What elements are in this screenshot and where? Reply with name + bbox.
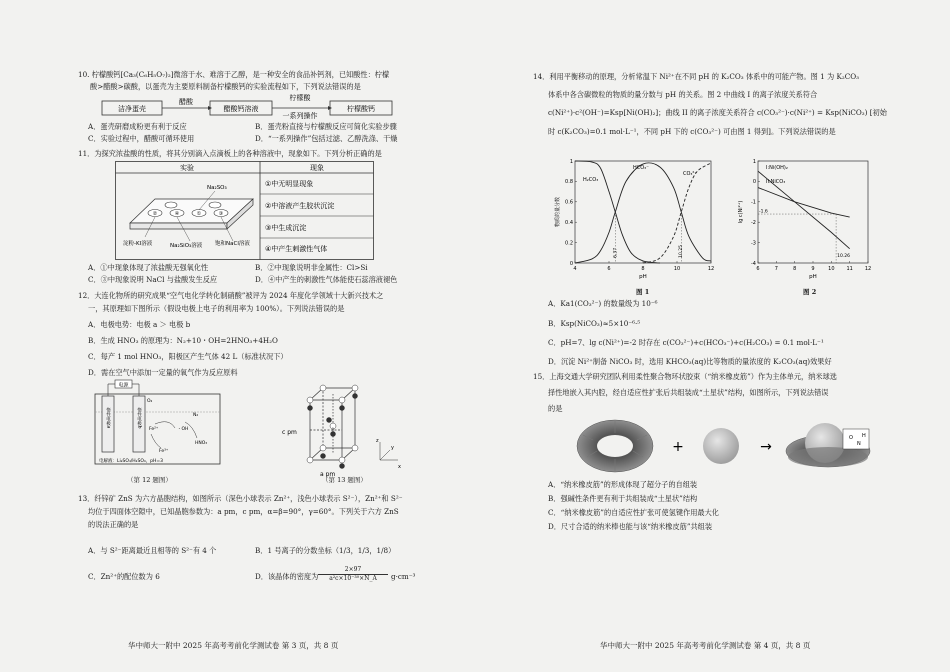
q13-option-d-unit: g·cm⁻³: [391, 572, 416, 581]
q11-option-c[interactable]: C．③中现象说明 NaCl 与盐酸发生反应: [88, 275, 218, 284]
figure1-caption: 图 1: [636, 288, 650, 296]
y-axis-label: lg c(Ni²⁺): [738, 200, 744, 224]
fig13-c-label: c pm: [282, 429, 297, 436]
series-line-1: [758, 188, 850, 218]
arrow-sign: →: [760, 439, 772, 455]
q10-option-d[interactable]: D．“一系列操作”包括过滤、乙醇洗涤、干燥: [255, 134, 398, 143]
fig12-n2: N₂: [193, 413, 199, 418]
svg-text:H: H: [862, 433, 866, 439]
svg-text:1: 1: [331, 427, 335, 431]
flow-arrow2-label-bottom: 一系列操作: [282, 112, 318, 119]
q12-option-d[interactable]: D．需在空气中添加一定量的氧气作为反应原料: [88, 368, 238, 377]
q10-stem-line2: 酸>醋酸>碳酸，以蛋壳为主要原料制备柠檬酸钙的实验流程如下，下列说法错误的是: [90, 82, 361, 91]
x-tick-label: 4: [573, 266, 577, 272]
label-na2sio3: Na₂SiO₃溶液: [170, 243, 203, 249]
fig12-electrode-b: 惰性电极b: [136, 407, 142, 429]
q13-option-c[interactable]: C．Zn²⁺的配位数为 6: [88, 572, 160, 581]
series-label-1: HCO₃⁻: [633, 165, 649, 171]
table-row-4: ④中产生刺激性气体: [265, 245, 328, 253]
x-tick-label: 10: [828, 266, 835, 272]
x-tick-label: 10: [673, 266, 681, 272]
q15-assembly-figure: [573, 415, 873, 477]
q13-option-d-numerator: 2×97: [318, 566, 388, 575]
q11-table: [115, 161, 375, 261]
q10-stem-line1: 10. 柠檬酸钙[Ca₃(C₆H₅O₇)₂]微溶于水、难溶于乙醇，是一种安全的食品补钙剂，已知酸性：柠檬: [78, 70, 390, 79]
plus-sign: +: [672, 439, 684, 455]
q12-option-b[interactable]: B．生成 HNO₃ 的原理为：N₂+10・OH=2HNO₃+4H₂O: [88, 336, 278, 345]
q14-stem-line2: 体系中各含碳微粒的物质的量分数与 pH 的关系。图 2 中曲线 I 的离子浓度关系符合: [548, 90, 818, 99]
table-header-obs: 现象: [310, 164, 324, 172]
q13-option-a[interactable]: A．与 S²⁻距离最近且相等的 S²⁻有 4 个: [88, 546, 217, 555]
y-tick-label: 0: [569, 260, 573, 267]
q14-option-c[interactable]: C．pH=7、lg c(Ni²⁺)=-2 时存在 c(CO₃²⁻)+c(HCO₃⁻)+c(H₂CO₃) = 0.1 mol·L⁻¹: [548, 338, 824, 347]
q11-option-b[interactable]: B．②中现象说明非金属性：Cl>Si: [255, 263, 368, 272]
q11-option-d[interactable]: D．④中产生的刺激性气体能使石蕊溶液褪色: [255, 275, 398, 284]
x-tick-label: 12: [864, 266, 872, 272]
y-tick-label: -3: [751, 240, 756, 247]
table-row-3: ③中生成沉淀: [265, 224, 307, 232]
y-tick-label: 0: [752, 179, 756, 186]
q15-stem-line1: 15．上海交通大学研究团队利用柔性聚合物环状胶束（“纳米橡皮筋”）作为主体单元，纳米球选: [533, 372, 837, 381]
q15-option-a[interactable]: A．“纳米橡皮筋”的形成体现了超分子的自组装: [548, 480, 698, 489]
flow-arrow2-label-top: 柠檬酸: [289, 94, 311, 102]
footer-left: 华中师大一附中 2025 年高考考前化学测试卷 第 3 页，共 8 页: [128, 641, 339, 650]
svg-text:N: N: [857, 441, 861, 447]
q13-option-b[interactable]: B．1 号离子的分数坐标（1/3，1/3，1/8）: [255, 546, 396, 555]
y-tick-label: -4: [751, 260, 756, 267]
x-tick-label: 9: [811, 266, 815, 272]
fig12-caption: （第 12 题图）: [127, 476, 172, 484]
y-tick-label: 0.8: [565, 179, 573, 186]
x-tick-label: 6: [607, 266, 611, 272]
q10-option-b[interactable]: B．蛋壳粉直接与柠檬酸反应可简化实验步骤: [255, 122, 397, 131]
flow-box3: 柠檬酸钙: [347, 105, 375, 113]
annot-label-x: 10.26: [837, 253, 850, 259]
q12-electrolysis-figure: [85, 378, 235, 470]
q10-option-c[interactable]: C．实验过程中，醋酸可循环使用: [88, 134, 195, 143]
q11-stem: 11．为探究浓盐酸的性质，将其分别滴入点滴板上的各种溶液中，现象如下。下列分析正确的是: [78, 149, 382, 158]
annot-label-1: 10.25: [679, 245, 685, 258]
table-row-2: ②中溶液产生胶状沉淀: [265, 202, 335, 210]
flow-arrow1-label: 醋酸: [179, 98, 193, 106]
q14-stem-line4: 时 c(K₂CO₃)=0.1 mol·L⁻¹，不同 pH 下的 c(CO₃²⁻) 可由图 1 得到]。下列说法错误的是: [548, 127, 836, 136]
fig12-power: 电源: [118, 382, 129, 389]
label-nacl: 饱和NaCl溶液: [215, 241, 250, 247]
q14-option-b[interactable]: B．Ksp(NiCO₃)≈5×10⁻⁶·⁵: [548, 319, 641, 328]
q15-stem-line3: 的是: [548, 404, 563, 413]
fig12-electrode-a: 惰性电极a: [105, 407, 111, 429]
svg-text:④: ④: [174, 211, 180, 217]
svg-text:O: O: [849, 435, 853, 441]
footer-right: 华中师大一附中 2025 年高考考前化学测试卷 第 4 页，共 8 页: [600, 641, 811, 650]
fig13-z: z: [376, 438, 379, 444]
series-label-2: CO₃²⁻: [683, 171, 698, 177]
plot-frame: [758, 161, 868, 263]
annot-label-y: -1.6: [759, 209, 768, 215]
series-label-0: H₂CO₃: [583, 177, 599, 183]
q14-stem-line1: 14．利用平衡移动的原理，分析常温下 Ni²⁺在不同 pH 的 K₂CO₃ 体系中的可能产物。图 1 为 K₂CO₃: [533, 72, 859, 81]
x-tick-label: 8: [793, 266, 797, 272]
x-tick-label: 8: [641, 266, 645, 272]
flow-box1: 洁净蛋壳: [118, 105, 146, 113]
annot-label-0: 6.37: [613, 247, 619, 258]
fig13-y: y: [391, 445, 394, 451]
table-row-1: ①中无明显现象: [265, 180, 314, 188]
q12-option-c[interactable]: C．每产 1 mol HNO₃，阳极区产生气体 42 L（标准状况下）: [88, 352, 288, 361]
q13-stem-line2: 均位于四面体空隙中，已知晶胞参数为：a pm，c pm，α=β=90°，γ=60°。下列关于六方 ZnS: [88, 507, 399, 516]
x-tick-label: 7: [774, 266, 778, 272]
q14-option-a[interactable]: A．Ka1(CO₃²⁻) 的数量级为 10⁻⁶: [548, 299, 658, 308]
q15-stem-line2: 择性地嵌入其内腔，经自适应性扩张后共组装成“土星状”结构，如图所示，下列说法错误: [548, 388, 829, 397]
y-tick-label: 1: [569, 158, 573, 165]
fig12-fe3: Fe³⁺: [159, 449, 169, 454]
q12-stem-line1: 12．大连化物所的研究成果“空气电化学转化制硝酸”被评为 2024 年度化学领域十大新兴技术之: [78, 291, 384, 300]
q13-stem-line1: 13．纤锌矿 ZnS 为六方晶胞结构，如图所示（深色小球表示 Zn²⁺，浅色小球表示 S²⁻），Zn²⁺和 S²⁻: [78, 494, 403, 503]
x-axis-label: pH: [639, 274, 647, 280]
y-tick-label: 1: [752, 158, 756, 165]
y-tick-label: -2: [751, 220, 756, 226]
q13-option-d-denominator: a²c×10⁻³⁰×N_A: [329, 575, 377, 582]
fig13-x: x: [398, 464, 401, 470]
right-page: [478, 0, 950, 672]
q15-option-d[interactable]: D．尺寸合适的纳米棒也能与该“纳米橡皮筋”共组装: [548, 522, 713, 531]
x-tick-label: 11: [846, 266, 853, 272]
svg-text:③: ③: [218, 211, 224, 217]
svg-text:②: ②: [152, 211, 158, 217]
q11-option-a[interactable]: A．①中现象体现了浓盐酸无强氧化性: [88, 263, 209, 272]
label-starch-ki: 淀粉-KI溶液: [123, 241, 153, 247]
q14-figure1-chart: [553, 155, 718, 285]
svg-text:①: ①: [196, 211, 202, 217]
y-tick-label: 0.6: [565, 199, 573, 206]
fig13-caption: （第 13 题图）: [322, 476, 367, 484]
q13-crystal-figure: [280, 380, 410, 480]
q10-option-a[interactable]: A．蛋壳研磨成粉更有利于反应: [88, 122, 187, 131]
y-tick-label: 0.2: [565, 240, 573, 247]
q12-stem-line2: 一，其原理如下图所示（假设电极上电子的利用率为 100%）。下列说法错误的是: [88, 304, 345, 313]
y-tick-label: 0.4: [565, 220, 573, 226]
fig13-a-label: a pm: [320, 471, 336, 478]
table-header-exp: 实验: [180, 164, 194, 172]
q14-stem-line3: c(Ni²⁺)·c²(OH⁻)=Ksp[Ni(OH)₂]；曲线 II 的离子浓度关系符合 c(CO₃²⁻)·c(Ni²⁺) = Ksp(NiCO₃) [初始: [548, 108, 887, 117]
x-tick-label: 6: [756, 266, 760, 272]
q13-stem-line3: 的说法正确的是: [88, 520, 139, 529]
q10-flow-diagram: [100, 93, 440, 119]
fig12-hno3: HNO₃: [195, 441, 208, 446]
series-label-0: I:Ni(OH)₂: [766, 165, 788, 171]
y-tick-label: -1: [751, 199, 756, 206]
q12-option-a[interactable]: A．电极电势：电极 a ＞ 电极 b: [88, 320, 191, 329]
y-axis-label: 物质的量分数: [555, 196, 561, 228]
label-na2so3: Na₂SO₃: [207, 185, 227, 191]
x-axis-label: pH: [809, 274, 817, 280]
q13-option-d-prefix[interactable]: D．该晶体的密度为: [255, 572, 319, 581]
q14-option-d[interactable]: D．沉淀 Ni²⁺制备 NiCO₃ 时，选用 KHCO₃(aq)比等物质的量浓度的 K₂CO₃(aq)效果好: [548, 357, 832, 366]
flow-box2: 醋酸钙溶液: [223, 105, 259, 113]
fig12-fe2: Fe²⁺: [149, 427, 159, 432]
fig12-oh: ・OH: [177, 427, 189, 432]
series-label-1: II:NiCO₃: [766, 179, 786, 185]
q15-option-b[interactable]: B．强碱性条件更有利于共组装成“土星状”结构: [548, 494, 698, 503]
fig12-o2: O₂: [147, 399, 153, 404]
x-tick-label: 12: [707, 266, 715, 272]
figure2-caption: 图 2: [803, 288, 817, 296]
q14-figure2-chart: [736, 155, 876, 285]
series-line-2: [643, 163, 711, 263]
q15-option-c[interactable]: C．“纳米橡皮筋”的自适应性扩张可使氢键作用最大化: [548, 508, 719, 517]
fig12-electrolyte: 电解液：Li₂SO₄/H₂SO₄，pH=3: [99, 459, 164, 464]
